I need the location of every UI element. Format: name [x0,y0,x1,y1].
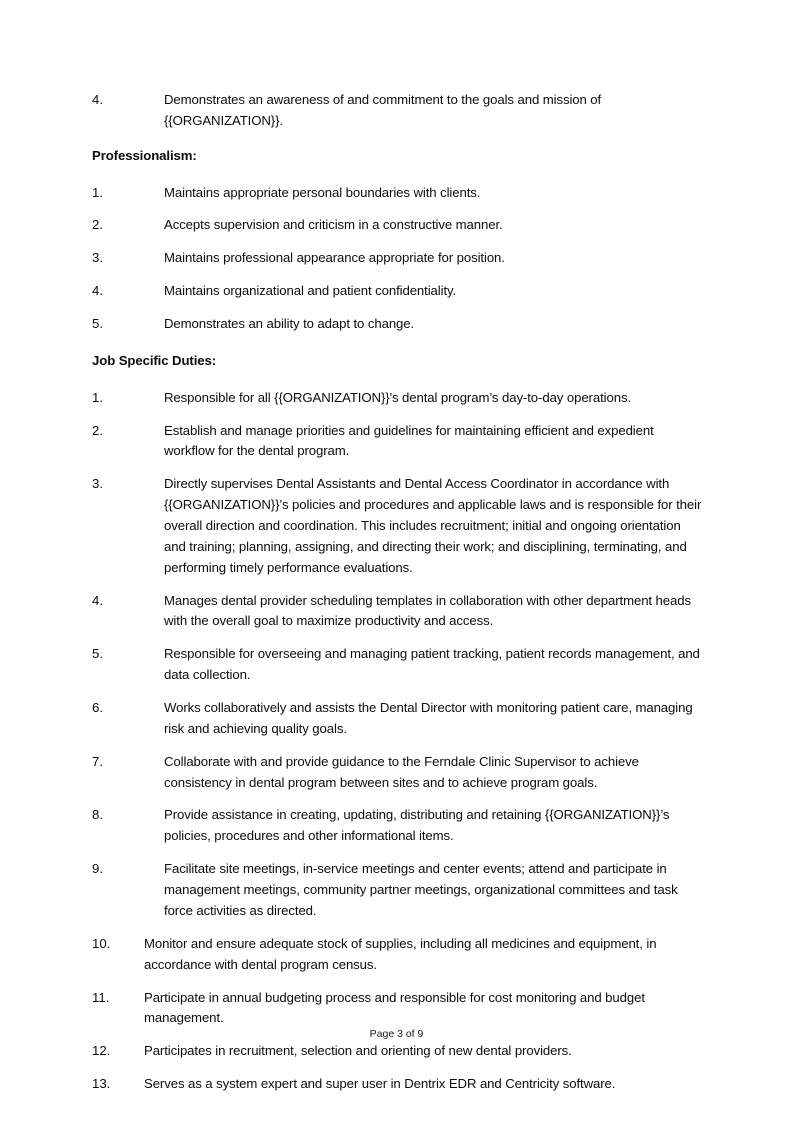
list-item-number: 6. [92,700,103,716]
list-item-number: 2. [92,217,103,233]
list-item [92,644,702,686]
list-item-number: 5. [92,316,103,332]
list-item-number: 4. [92,92,103,107]
list-item-number: 3. [92,250,103,266]
list-item [92,805,702,847]
list-item-text: Maintains organizational and patient confidentiality. [164,283,457,299]
list-item-text: Demonstrates an awareness of and commitment to the goals and mission of {{ORGANIZATION}}. [164,92,602,128]
list-item-text: Provide assistance in creating, updating, distributing and retaining {{ORGANIZATION}}’s policies, procedures and other informational items. [164,807,670,844]
list-item [92,859,702,922]
list-item [92,1074,702,1095]
list-item [92,388,702,409]
list-item-number: 12. [92,1043,111,1059]
list-item-number: 1. [92,184,103,200]
list-item-text: Maintains professional appearance appropriate for position. [164,250,505,266]
list-item [92,988,702,1030]
list-item-number: 11. [92,989,110,1005]
list-item-text: Manages dental provider scheduling templates in collaboration with other department heads with the overall goal to maximize productivity and access. [164,592,691,629]
list-item [92,421,702,463]
list-item-number: 3. [92,476,103,492]
list-item [92,90,702,132]
list-item-number: 2. [92,422,103,438]
list-item-text: Maintains appropriate personal boundaries with clients. [164,184,481,200]
list-item-number: 13. [92,1076,111,1092]
list-item [92,1041,702,1062]
section-heading-professionalism: Professionalism: [92,147,197,163]
list-item [92,934,702,976]
list-item-text: Collaborate with and provide guidance to the Ferndale Clinic Supervisor to achieve consistency in dental program between sites and to achieve program goals. [164,753,639,790]
list-item-number: 4. [92,283,103,299]
list-item-number: 5. [92,646,103,662]
list-item-text: Serves as a system expert and super user in Dentrix EDR and Centricity software. [144,1076,616,1092]
list-item-text: Directly supervises Dental Assistants and Dental Access Coordinator in accordance with {{ORGANIZATION}}’s policies and procedures and applicable laws and is responsible for their overall direction and coordination. This includes recruitment; initial and ongoing orientation and training; planning, assigning, and directing their work; and disciplining, terminating, and performing timely performance evaluations. [164,476,702,575]
list-item [92,183,702,204]
list-item-text: Facilitate site meetings, in-service meetings and center events; attend and participate in management meetings, community partner meetings, organizational committees and task force activities as directed. [164,861,678,918]
list-item-number: 10. [92,935,111,951]
list-item [92,698,702,740]
list-item [92,215,702,236]
list-item-number: 8. [92,807,103,823]
list-item-number: 1. [92,389,103,405]
list-item-text: Monitor and ensure adequate stock of supplies, including all medicines and equipment, in accordance with dental program census. [144,935,657,972]
list-item-number: 7. [92,753,103,769]
list-item-number: 9. [92,861,103,877]
list-item [92,591,702,633]
list-item-number: 4. [92,592,103,608]
list-item [92,314,702,335]
list-item-text: Participate in annual budgeting process and responsible for cost monitoring and budget management. [144,989,645,1026]
list-item [92,474,702,578]
list-item [92,281,702,302]
list-item-text: Accepts supervision and criticism in a constructive manner. [164,217,503,233]
list-item-text: Establish and manage priorities and guidelines for maintaining efficient and expedient workflow for the dental program. [164,422,654,459]
list-item-text: Participates in recruitment, selection and orienting of new dental providers. [144,1043,572,1059]
section-heading-job-specific-duties: Job Specific Duties: [92,352,217,368]
list-item-text: Demonstrates an ability to adapt to change. [164,316,415,332]
document-body [92,90,702,1107]
list-item-text: Works collaboratively and assists the Dental Director with monitoring patient care, managing risk and achieving quality goals. [164,700,693,736]
list-item [92,752,702,794]
list-item-text: Responsible for overseeing and managing patient tracking, patient records management, and data collection. [164,646,700,683]
list-item-text: Responsible for all {{ORGANIZATION}}'s dental program’s day-to-day operations. [164,389,632,405]
list-item [92,248,702,269]
page-footer: Page 3 of 9 [369,1028,424,1040]
